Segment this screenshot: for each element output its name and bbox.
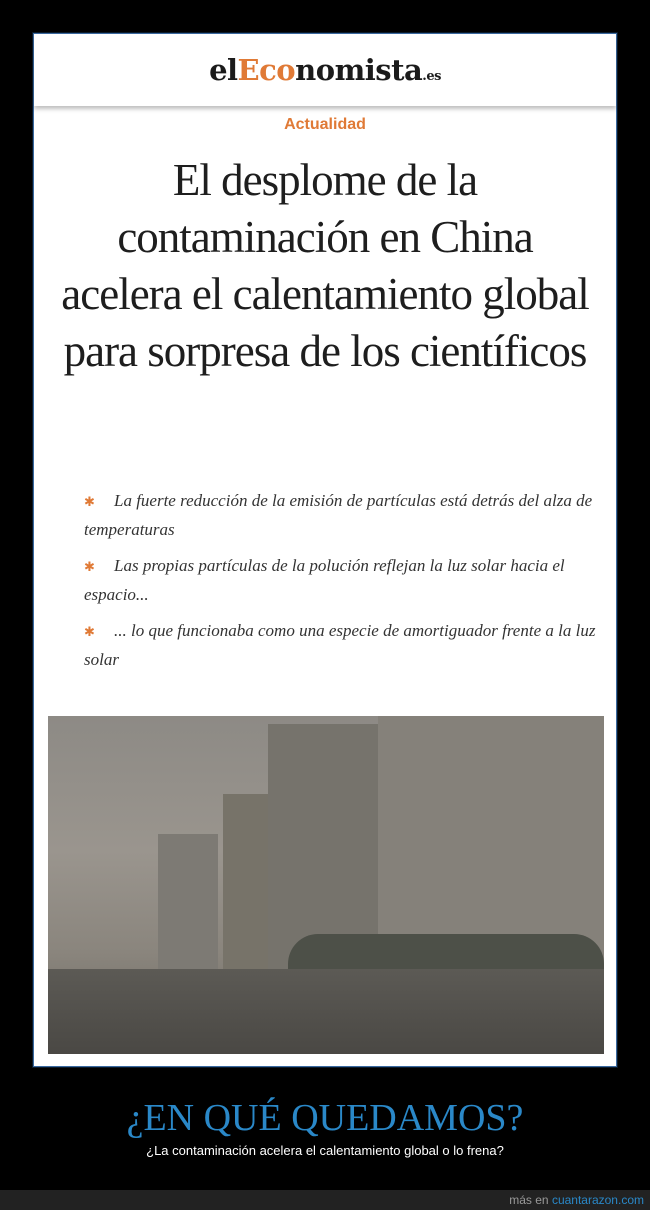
meme-caption: ¿EN QUÉ QUEDAMOS? (126, 1097, 524, 1139)
bullet-text: La fuerte reducción de la emisión de partículas está detrás del alza de temperaturas (84, 491, 593, 539)
star-icon: ✱ (84, 559, 95, 574)
footer-site-link[interactable]: cuantarazon.com (551, 1193, 644, 1207)
summary-bullet (84, 616, 600, 674)
site-logo[interactable] (209, 53, 441, 87)
meme-subtitle: ¿La contaminación acelera el calentamiento global o lo frena? (146, 1143, 504, 1158)
building (223, 794, 268, 974)
logo-tld: .es (422, 69, 441, 84)
road (48, 969, 604, 1054)
footer-bar (0, 1190, 650, 1210)
article-summary (84, 486, 600, 681)
footer-prefix: más en (509, 1193, 549, 1207)
logo-suffix: nomista (295, 53, 423, 87)
site-header (34, 34, 616, 106)
meme-frame (33, 33, 617, 1067)
logo-accent: Eco (237, 53, 296, 87)
summary-bullet (84, 486, 600, 544)
bullet-text: Las propias partículas de la polución reflejan la luz solar hacia el espacio... (84, 556, 565, 604)
building (158, 834, 218, 974)
summary-bullet (84, 551, 600, 609)
smog-city-photo (48, 716, 604, 1054)
bullet-text: ... lo que funcionaba como una especie de amortiguador frente a la luz solar (84, 621, 596, 669)
star-icon: ✱ (84, 624, 95, 639)
logo-prefix: el (209, 53, 238, 87)
star-icon: ✱ (84, 494, 95, 509)
article-title: El desplome de la contaminación en China acelera el calentamiento global para sorpresa de los científicos (61, 155, 589, 376)
section-label[interactable]: Actualidad (284, 116, 366, 133)
